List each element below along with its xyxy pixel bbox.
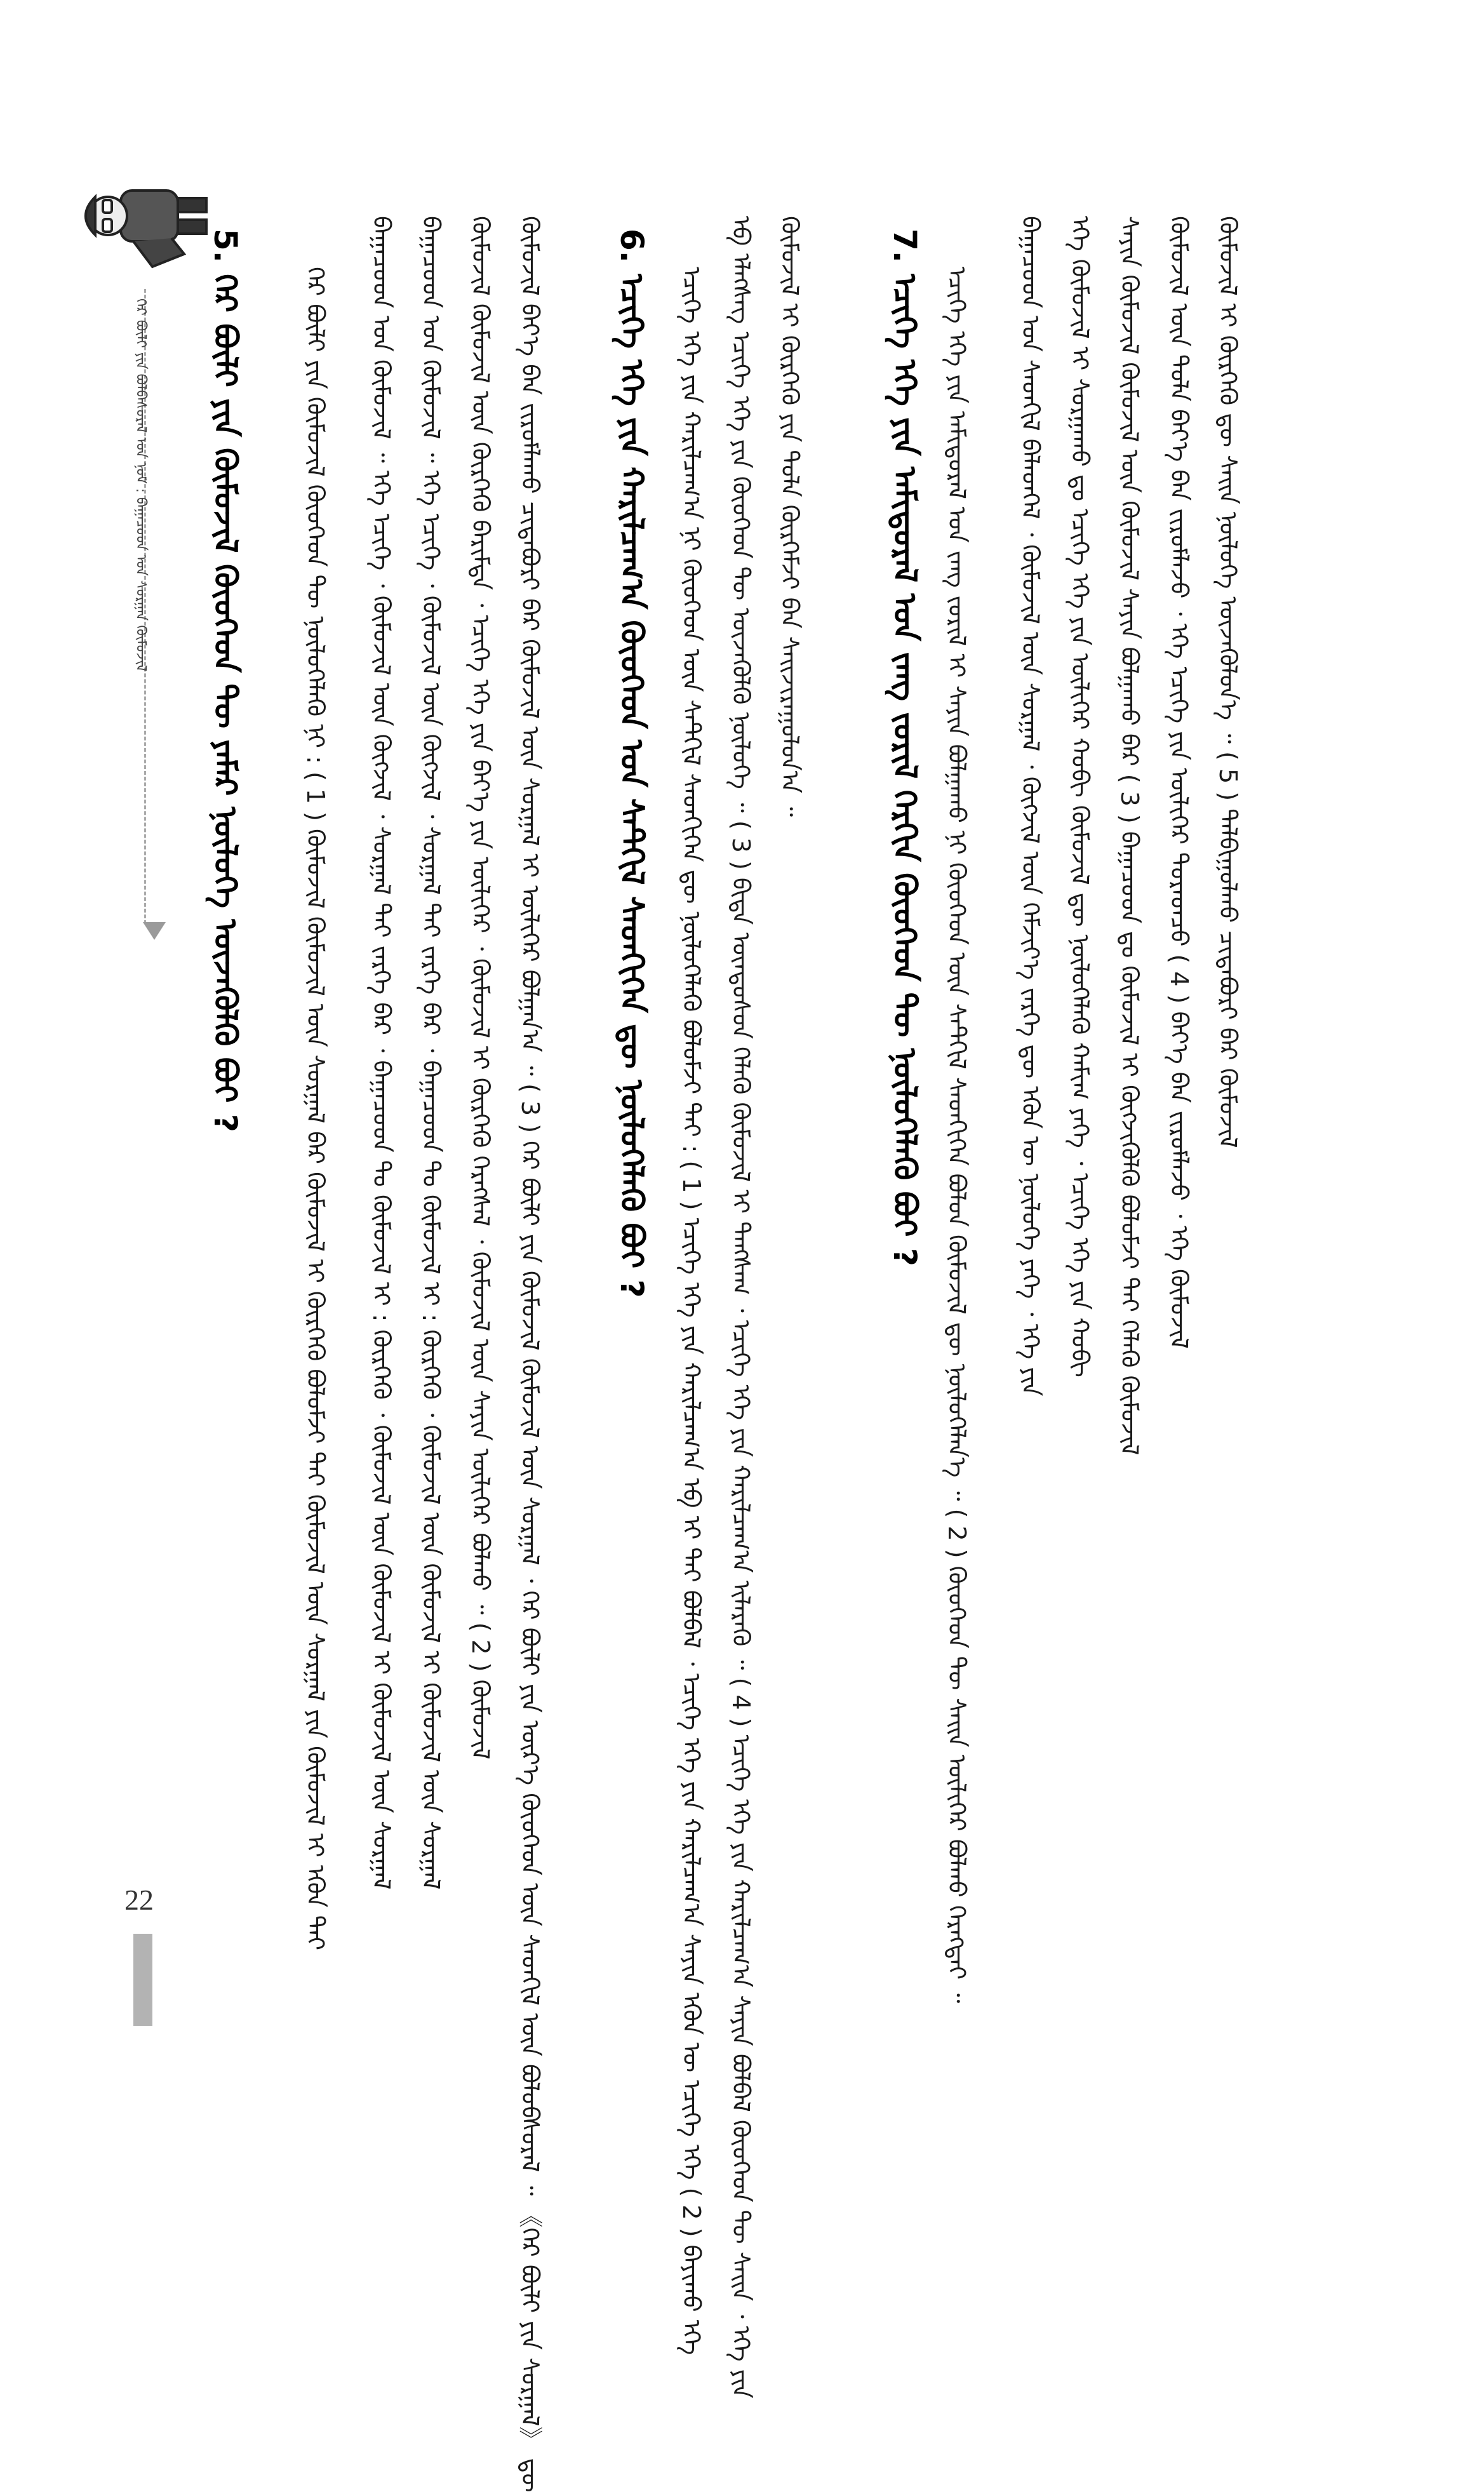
- paragraph-line: ᠬᠦᠮᠦᠵᠢᠯ ᠦᠨ ᠲᠤᠯᠠ ᠪᠡᠶ᠎ᠡ ᠪᠡᠨ ᠵᠢᠷᠤᠮᠯᠠᠵᠤ ᠂ ᠡᠬᠡ ᠡᠴᠢᠭᠡ ᠶᠢᠨ ᠦᠯᠢᠭᠡᠷ ᠳᠤᠷᠠᠳᠴᠤ ( 4 ) ᠪᠡᠶ᠎ᠡ ᠪᠡᠨ ᠵᠢᠷᠤᠮᠯᠠᠵᠤ ᠂ ᠡᠬᠡ ᠬᠦᠮᠦᠵᠢᠯ: [1165, 216, 1193, 1349]
- heading-question-5: 5. ᠭᠡᠷ ᠪᠦᠯᠢ ᠶᠢᠨ ᠬᠦᠮᠦᠵᠢᠯ ᠬᠦᠦᠬᠡᠳ ᠲᠦ ᠶᠠᠮᠠᠷ ᠨᠥᠯᠦᠭᠡ ᠦᠵᠡᠭᠦᠯᠬᠦ ᠪᠤᠢ ?: [207, 229, 244, 1132]
- paragraph-line: ᠪᠠᠭᠠᠴᠤᠳ ᠤᠨ ᠬᠦᠮᠦᠵᠢᠯ ᠃ ᠡᠬᠡ ᠡᠴᠢᠭᠡ ᠂ ᠬᠦᠮᠦᠵᠢᠯ ᠦᠨ ᠬᠥᠭᠵᠢᠯ ᠂ ᠰᠤᠷᠭᠠᠯ ᠲᠠᠢ ᠵᠡᠷᠭᠡ ᠪᠡᠷ ᠂ ᠪᠠᠭᠠᠴᠤᠳ ᠲᠤ ᠬᠦᠮᠦᠵᠢᠯ ᠢ : ᠬᠦᠷᠭᠡᠬᠦ ᠂ ᠬᠦᠮᠦᠵᠢᠯ ᠦᠨ ᠬᠦᠮᠦᠵᠢᠯ ᠢ ᠬᠦᠮᠦᠵᠢᠯ ᠦᠨ ᠰᠤᠷᠭᠠᠯ: [417, 216, 445, 1890]
- running-head: ᠭᠡᠷ ᠪᠦᠯᠢ ᠶᠢᠨ ᠪᠣᠯᠪᠠᠰᠤᠷᠠᠯ ᠤᠨ ᠨᠣᠮ : ᠪᠠᠭᠠᠴᠤᠳ ᠤᠨ ᠰᠤᠷᠭᠠᠨ ᠬᠦᠮᠦᠵᠢᠯ: [133, 298, 149, 672]
- paragraph-line: ᠬᠦᠮᠦᠵᠢᠯ ᠢ ᠬᠦᠷᠭᠡᠬᠦ ᠶᠢᠨ ᠲᠤᠯᠠ ᠬᠦᠷᠭᠡᠮᠵᠢ ᠪᠡᠨ ᠰᠠᠢᠵᠢᠷᠠᠭᠤᠯᠤᠨ᠎ᠠ ᠃: [776, 216, 804, 817]
- paragraph-line: ᠭᠡᠷ ᠪᠦᠯᠢ ᠶᠢᠨ ᠬᠦᠮᠦᠵᠢᠯ ᠬᠦᠦᠬᠡᠳ ᠲᠦ ᠨᠥᠯᠦᠭᠡᠯᠡᠬᠦ ᠨᠢ : ( 1 ) ᠬᠦᠮᠦᠵᠢᠯ ᠬᠦᠮᠦᠵᠢᠯ ᠦᠨ ᠰᠤᠷᠭᠠᠯ ᠪᠡᠷ ᠬᠦᠮᠦᠵᠢᠯ ᠢ ᠬᠦᠷᠭᠡᠬᠦ ᠪᠣᠯᠤᠮᠵᠢ ᠲᠠᠢ ᠬᠦᠮᠦᠵᠢᠯ ᠦᠨ ᠰᠤᠷᠭᠠᠯ ᠶᠢᠨ ᠬᠦᠮᠦᠵᠢᠯ ᠢ ᠡᠭᠦᠨ ᠲᠡᠢ: [302, 267, 330, 1950]
- paragraph-line: ᠪᠠᠭᠠᠴᠤᠳ ᠤᠨ ᠰᠡᠳᠬᠢᠯ ᠪᠡᠯᠡᠳᠬᠡᠯ ᠂ ᠬᠦᠮᠦᠵᠢᠯ ᠦᠨ ᠰᠤᠷᠭᠠᠯ ᠂ ᠬᠥᠭᠵᠢᠯ ᠦᠨ ᠬᠡᠮᠵᠢᠶ᠎ᠡ ᠵᠡᠷᠭᠡ ᠳᠦ ᠡᠭᠦᠨ ᠦ ᠨᠥᠯᠦᠭᠡ ᠶᠡᠬᠡ ᠂ ᠡᠬᠡ ᠶᠢᠨ: [1017, 216, 1045, 1397]
- triangle-marker-icon: [143, 922, 166, 940]
- paragraph-line: ᠡᠴᠢᠭᠡ ᠡᠬᠡ ᠶᠢᠨ ᠠᠮᠢᠳᠤᠷᠠᠯ ᠤᠨ ᠵᠠᠩ ᠵᠤᠷᠢᠯ ᠢ ᠰᠠᠶᠢᠨ ᠪᠣᠯᠭᠠᠬᠤ ᠨᠢ ᠬᠦᠦᠬᠡᠳ ᠦᠨ ᠰᠡᠲᠭᠢᠯ ᠰᠡᠳᠬᠢᠭᠡᠨ ᠪᠤᠯᠤᠨ ᠬᠦᠮᠦᠵᠢᠯ ᠳᠦ ᠨᠥᠯᠦᠭᠡᠯᠡᠨ᠎ᠡ ᠃ ( 2 ) ᠬᠦᠦᠬᠡᠳ ᠲᠦ ᠰᠠᠢᠨ ᠦᠯᠢᠭᠡᠷ ᠪᠣᠯᠬᠤ ᠬᠡᠷᠡᠭᠲᠡᠢ ᠃: [943, 267, 971, 2004]
- paragraph-line: ᠬᠦᠮᠦᠵᠢᠯ ᠬᠦᠮᠦᠵᠢᠯ ᠦᠨ ᠬᠦᠷᠭᠡᠬᠦ ᠪᠠᠷᠢᠮᠲᠠ ᠂ ᠡᠴᠢᠭᠡ ᠡᠬᠡ ᠶᠢᠨ ᠪᠡᠶ᠎ᠡ ᠶᠢᠨ ᠦᠯᠢᠭᠡᠷ ᠂ ᠬᠦᠮᠦᠵᠢᠯ ᠢ ᠬᠦᠷᠭᠡᠬᠦ ᠬᠡᠷᠡᠭᠰᠡᠯ ᠂ ᠬᠦᠮᠦᠵᠢᠯ ᠦᠨ ᠰᠠᠶᠢᠨ ᠦᠯᠢᠭᠡᠷ ᠪᠣᠯᠬᠤ ᠃ ( 2 ) ᠬᠦᠮᠦᠵᠢᠯ: [467, 216, 495, 1760]
- paragraph-line: ᠪᠠᠭᠠᠴᠤᠳ ᠤᠨ ᠬᠦᠮᠦᠵᠢᠯ ᠃ ᠡᠬᠡ ᠡᠴᠢᠭᠡ ᠂ ᠬᠦᠮᠦᠵᠢᠯ ᠦᠨ ᠬᠥᠭᠵᠢᠯ ᠂ ᠰᠤᠷᠭᠠᠯ ᠲᠠᠢ ᠵᠡᠷᠭᠡ ᠪᠡᠷ ᠂ ᠪᠠᠭᠠᠴᠤᠳ ᠲᠤ ᠬᠦᠮᠦᠵᠢᠯ ᠢ : ᠬᠦᠷᠭᠡᠬᠦ ᠂ ᠬᠦᠮᠦᠵᠢᠯ ᠦᠨ ᠬᠦᠮᠦᠵᠢᠯ ᠢ ᠬᠦᠮᠦᠵᠢᠯ ᠦᠨ ᠰᠤᠷᠭᠠᠯ: [368, 216, 396, 1890]
- heading-question-7: 7. ᠡᠴᠢᠭᠡ ᠡᠬᠡ ᠶᠢᠨ ᠠᠮᠢᠳᠤᠷᠠᠯ ᠤᠨ ᠵᠠᠩ ᠵᠤᠷᠢᠯ ᠬᠡᠷᠬᠢᠨ ᠬᠦᠦᠬᠡᠳ ᠲᠦ ᠨᠥᠯᠦᠭᠡᠯᠡᠬᠦ ᠪᠤᠢ ?: [886, 229, 923, 1266]
- mascot-illustration: [86, 143, 213, 289]
- page-number: 22: [124, 1884, 154, 1916]
- paragraph-line: ᠡᠬᠡ ᠬᠦᠮᠦᠵᠢᠯ ᠢ ᠰᠤᠷᠭᠠᠬᠤ ᠳᠤ ᠡᠴᠢᠭᠡ ᠡᠬᠡ ᠶᠢᠨ ᠦᠯᠢᠭᠡᠷ ᠬᠤᠪᠢ ᠬᠦᠮᠦᠵᠢᠯ ᠳᠦ ᠨᠥᠯᠦᠭᠡᠯᠡᠬᠦ ᠬᠠᠮᠢᠭ ᠶᠡᠬᠡ ᠂ ᠡᠴᠢᠭᠡ ᠡᠬᠡ ᠶᠢᠨ ᠬᠤᠪᠢ: [1066, 216, 1094, 1377]
- page-edge-bar: [133, 1934, 152, 2026]
- paragraph-line: ᠬᠦᠮᠦᠵᠢᠯ ᠪᠡᠶ᠎ᠡ ᠪᠡᠨ ᠵᠢᠷᠤᠮᠯᠠᠬᠤ ᠴᠢᠳᠠᠪᠤᠷᠢ ᠪᠡᠷ ᠬᠦᠮᠦᠵᠢᠯ ᠦᠨ ᠰᠤᠷᠭᠠᠯ ᠢ ᠦᠯᠢᠭᠡᠷ ᠪᠣᠯᠭᠠᠨ᠎ᠠ ᠃ ( 3 ) ᠭᠡᠷ ᠪᠦᠯᠢ ᠶᠢᠨ ᠬᠦᠮᠦᠵᠢᠯ ᠬᠦᠮᠦᠵᠢᠯ ᠦᠨ ᠰᠤᠷᠭᠠᠯ ᠂ ᠭᠡᠷ ᠪᠦᠯᠢ ᠶᠢᠨ ᠦᠷ᠎ᠡ ᠬᠦᠦᠬᠡᠳ ᠦᠨ ᠰᠡᠳᠬᠢᠯ ᠦᠨ ᠪᠣᠯᠤᠪᠰᠤᠷᠠᠯ ᠃ 《ᠭᠡᠷ ᠪᠦᠯᠢ ᠶᠢᠨ ᠰᠤᠷᠭᠠᠯ》 ᠳᠦ: [516, 216, 544, 2492]
- paragraph-line: ᠡᠪ ᠡᠯᠡᠭᠰᠡᠭ ᠡᠴᠢᠭᠡ ᠡᠬᠡ ᠶᠢᠨ ᠬᠦᠦᠬᠡᠳ ᠲᠦ ᠦᠵᠡᠭᠦᠯᠬᠦ ᠨᠥᠯᠦᠭᠡ ᠃ ( 3 ) ᠪᠢᠳᠡ ᠦᠨᠳᠦᠰᠦᠨ ᠬᠡᠯᠡᠬᠦ ᠬᠦᠮᠦᠵᠢᠯ ᠢ ᠲᠠᠩᠰᠠᠭ ᠂ ᠡᠴᠢᠭᠡ ᠡᠬᠡ ᠶᠢᠨ ᠬᠠᠷᠢᠯᠴᠠᠭ᠎ᠠ ᠢᠯᠡᠷᠡᠬᠦ ᠃ ( 4 ) ᠡᠴᠢᠭᠡ ᠡᠬᠡ ᠶᠢᠨ ᠬᠠᠷᠢᠯᠴᠠᠭ᠎ᠠ ᠰᠠᠶᠢᠨ ᠪᠣᠯᠪᠠᠯ ᠬᠦᠦᠬᠡᠳ ᠲᠦ ᠰᠠᠢᠨ ᠂ ᠡᠬᠡ ᠶᠢᠨ: [727, 216, 755, 2399]
- paragraph-line: ᠡᠴᠢᠭᠡ ᠡᠬᠡ ᠶᠢᠨ ᠬᠠᠷᠢᠯᠴᠠᠭ᠎ᠠ ᠨᠢ ᠬᠦᠦᠬᠡᠳ ᠦᠨ ᠰᠡᠲᠭᠢᠯ ᠰᠡᠳᠬᠢᠭᠡᠨ ᠳᠦ ᠨᠥᠯᠦᠭᠡᠯᠡᠬᠦ ᠪᠣᠯᠤᠮᠵᠢ ᠲᠠᠢ : ( 1 ) ᠡᠴᠢᠭᠡ ᠡᠬᠡ ᠶᠢᠨ ᠬᠠᠷᠢᠯᠴᠠᠭ᠎ᠠ ᠡᠪ ᠡᠶ ᠲᠠᠢ ᠪᠣᠯᠪᠠᠯ ᠂ ᠡᠴᠢᠭᠡ ᠡᠬᠡ ᠶᠢᠨ ᠬᠠᠷᠢᠯᠴᠠᠭ᠎ᠠ ᠰᠠᠶᠢᠨ ᠡᠭᠦᠨ ᠦ ᠡᠴᠢᠭᠡ ᠡᠬᠡ ( 2 ) ᠪᠠᠶᠢᠬᠤ ᠡᠬᠡ: [678, 267, 705, 2355]
- heading-question-6: 6. ᠡᠴᠢᠭᠡ ᠡᠬᠡ ᠶᠢᠨ ᠬᠠᠷᠢᠯᠴᠠᠭ᠎ᠠ ᠬᠦᠦᠬᠡᠳ ᠤᠨ ᠰᠡᠲᠭᠢᠯ ᠰᠡᠳᠬᠢᠭᠡᠨ ᠳᠦ ᠨᠥᠯᠦᠭᠡᠯᠡᠬᠦ ᠪᠤᠢ ?: [613, 229, 650, 1298]
- paragraph-line: ᠰᠠᠶᠢᠨ ᠬᠦᠮᠦᠵᠢᠯ ᠬᠦᠮᠦᠵᠢᠯ ᠦᠨ ᠬᠦᠮᠦᠵᠢᠯ ᠰᠠᠶᠢᠨ ᠪᠣᠯᠭᠠᠬᠤ ᠪᠡᠷ ( 3 ) ᠪᠠᠭᠠᠴᠤᠳ ᠳᠤ ᠬᠦᠮᠦᠵᠢᠯ ᠢ ᠬᠥᠭᠵᠢᠭᠦᠯᠬᠦ ᠪᠣᠯᠤᠮᠵᠢ ᠲᠠᠢ ᠬᠡᠯᠡᠬᠦ ᠬᠦᠮᠦᠵᠢᠯ: [1116, 216, 1144, 1456]
- paragraph-line: ᠬᠦᠮᠦᠵᠢᠯ ᠢ ᠬᠦᠷᠭᠡᠬᠦ ᠳᠦ ᠰᠠᠢᠨ ᠨᠥᠯᠦᠭᠡ ᠦᠵᠡᠭᠦᠯᠦᠨ᠎ᠡ ᠃ ( 5 ) ᠲᠠᠯᠪᠢᠭᠤᠯᠬᠤ ᠴᠢᠳᠠᠪᠤᠷᠢ ᠪᠡᠷ ᠬᠦᠮᠦᠵᠢᠯ: [1214, 216, 1242, 1148]
